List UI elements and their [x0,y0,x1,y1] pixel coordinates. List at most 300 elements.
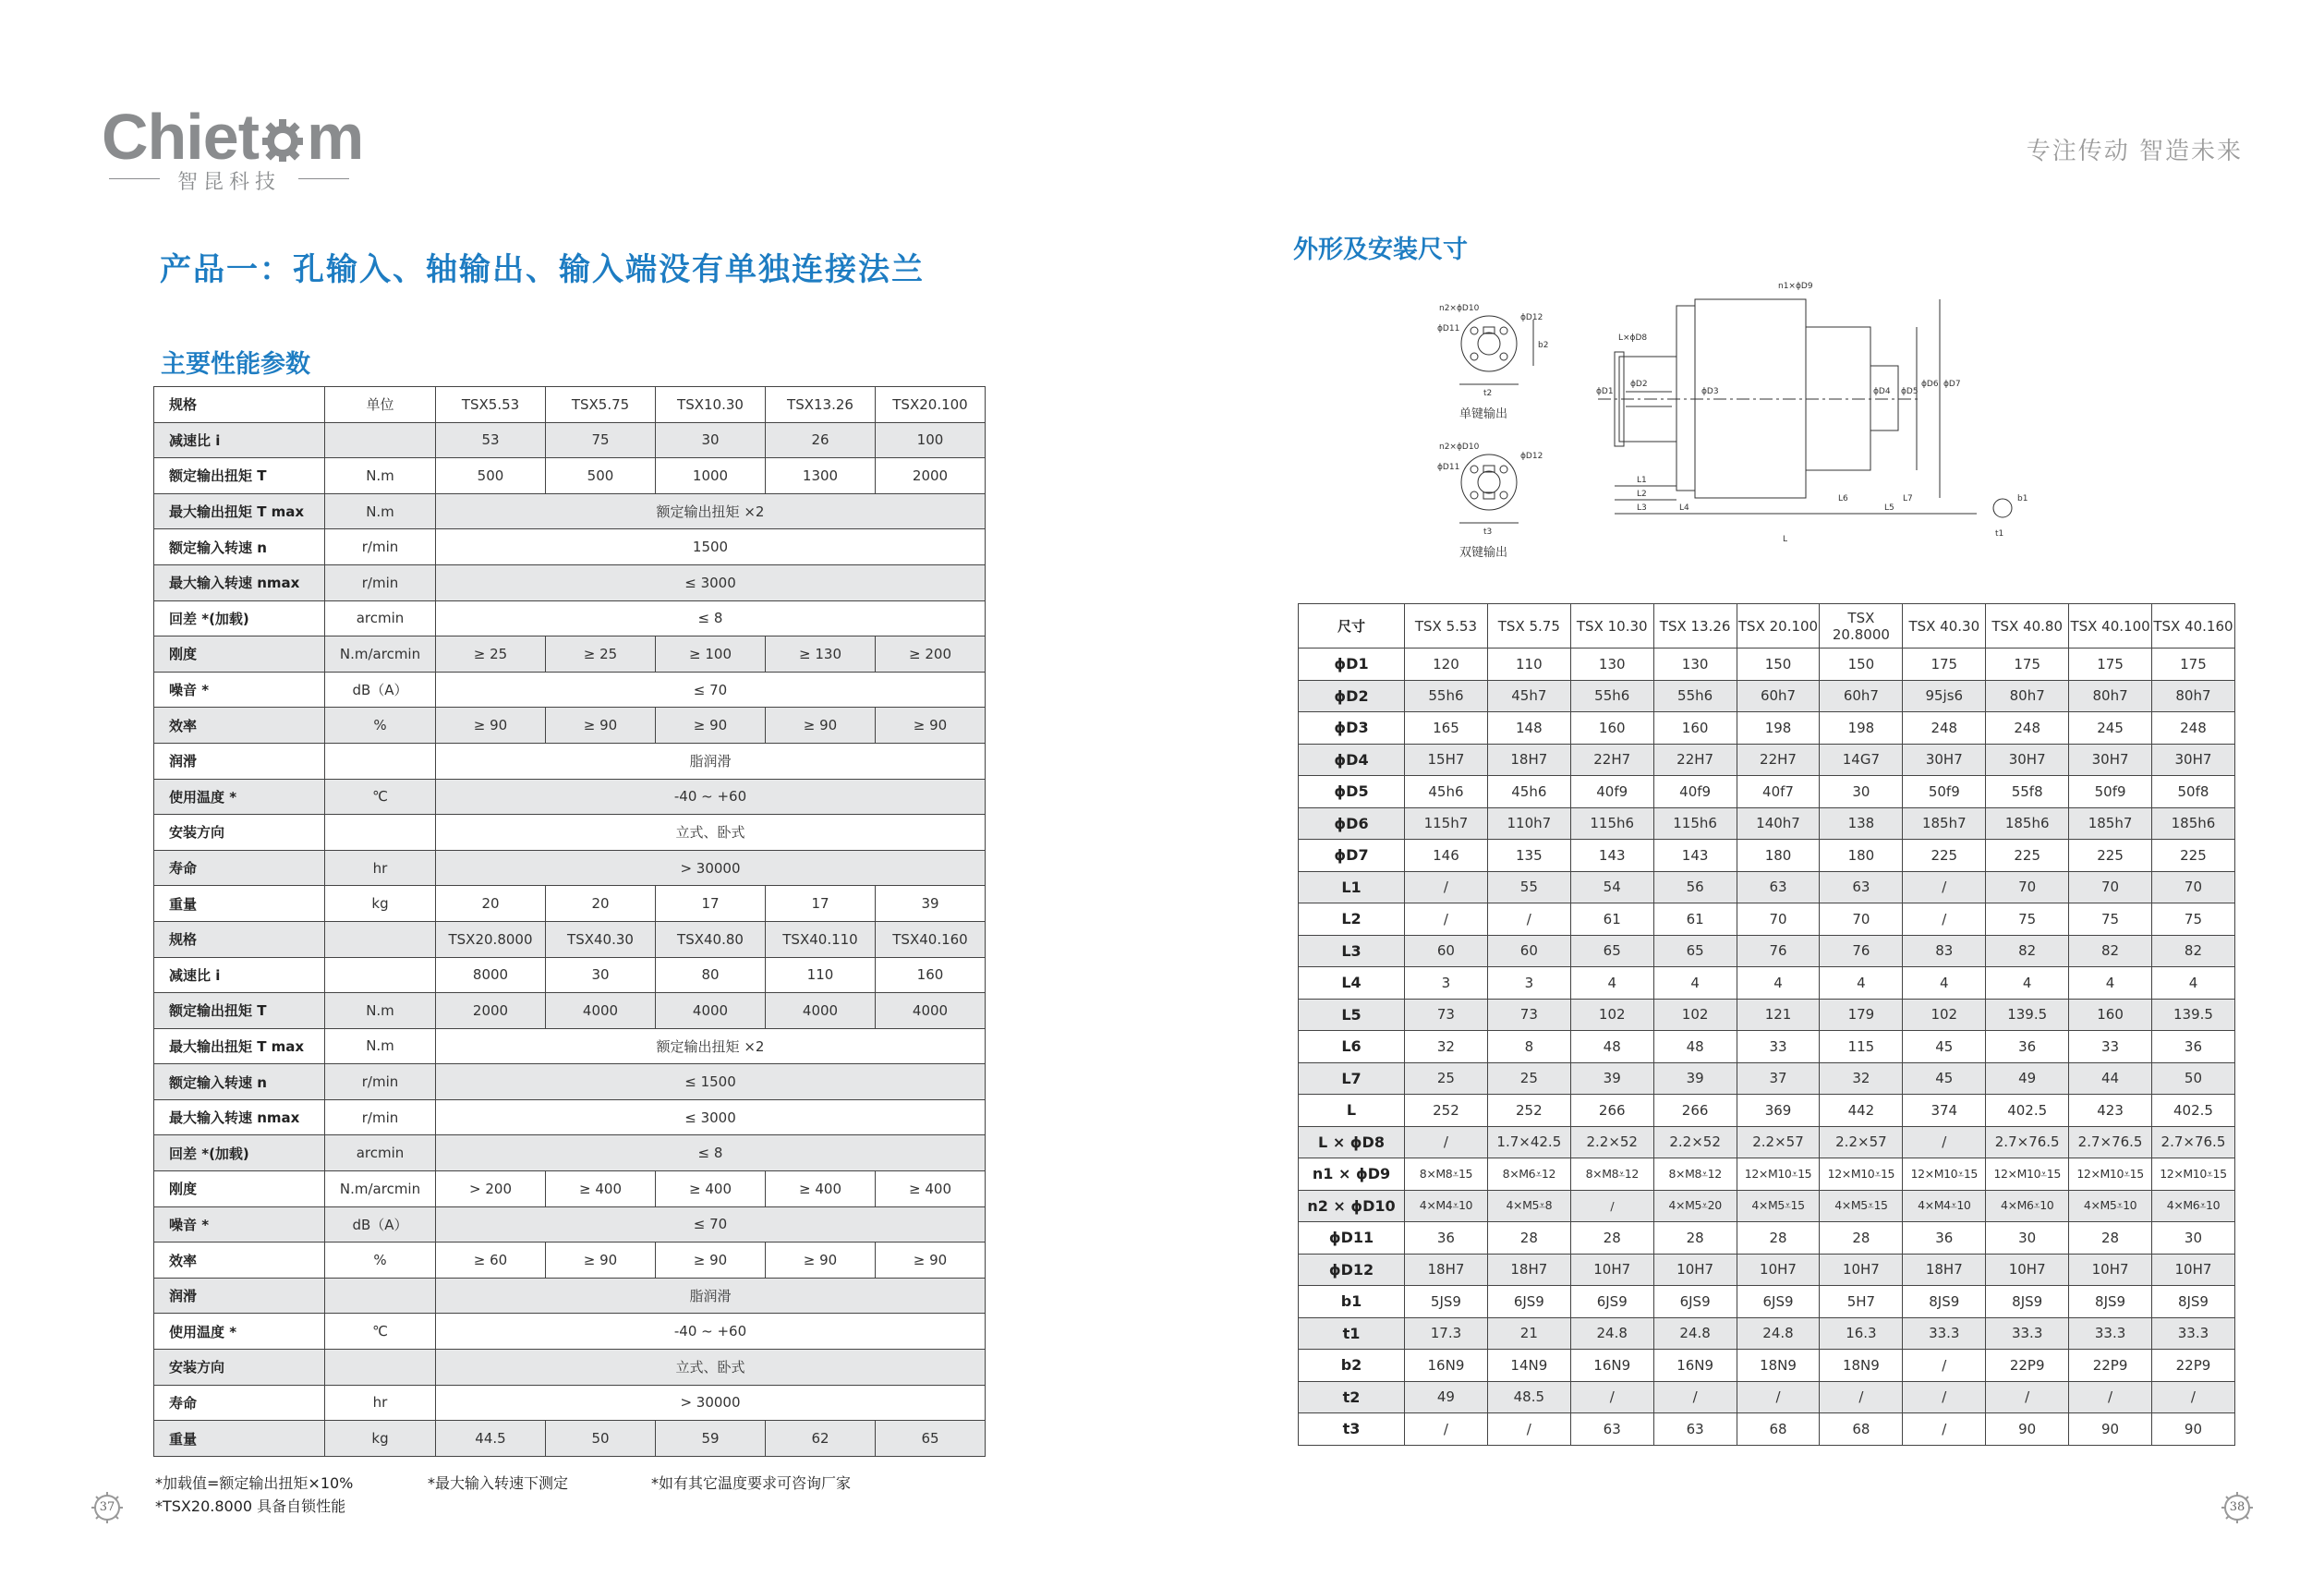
section-heading-performance: 主要性能参数 [161,350,310,379]
value-cell: 185h6 [1986,807,2069,840]
label-lxd8: L×ϕD8 [1618,333,1648,343]
value-cell: 75 [1986,903,2069,936]
label-d1: ϕD1 [1596,387,1614,396]
table-row [1299,903,2235,936]
value-cell: 442 [1820,1095,1903,1127]
row-unit: kg [325,886,436,922]
value-cell: 48 [1570,1031,1653,1063]
value-cell: ≥ 90 [546,708,656,744]
model-header: TSX 20.100 [1737,604,1820,649]
row-label: 使用温度 * [154,1314,325,1350]
value-cell: 32 [1820,1062,1903,1095]
merged-value-cell: ≤ 70 [436,672,986,708]
value-cell: / [1405,1413,1488,1446]
value-cell: ≥ 400 [766,1171,876,1207]
label-l5: L5 [1884,503,1894,513]
merged-value-cell: 1500 [436,529,986,565]
value-cell: ≥ 100 [656,636,766,673]
value-cell: 5JS9 [1405,1286,1488,1318]
row-label: n1 × ϕD9 [1299,1158,1405,1191]
value-cell: 8×M8⩡12 [1653,1158,1737,1191]
row-unit: r/min [325,529,436,565]
value-cell: 22P9 [2069,1350,2152,1382]
value-cell: 110h7 [1487,807,1570,840]
value-cell: 2.7×76.5 [2152,1126,2235,1158]
row-label: b1 [1299,1286,1405,1318]
value-cell: 139.5 [2152,999,2235,1031]
footnote-1: *加载值=额定输出扭矩×10% [155,1474,354,1492]
row-label: 刚度 [154,636,325,673]
value-cell: 60 [1405,935,1488,967]
row-unit: ℃ [325,779,436,815]
row-label: 重量 [154,1421,325,1457]
value-cell: TSX5.75 [546,387,656,423]
value-cell: 22H7 [1570,744,1653,776]
value-cell: ≥ 60 [436,1243,546,1279]
table-row [1299,1254,2235,1286]
merged-value-cell: 立式、卧式 [436,1350,986,1386]
value-cell: 55h6 [1570,680,1653,712]
value-cell: 140h7 [1737,807,1820,840]
value-cell: 22H7 [1653,744,1737,776]
value-cell: 135 [1487,840,1570,872]
value-cell: / [1986,1381,2069,1413]
value-cell: 8JS9 [2069,1286,2152,1318]
row-label: 回差 *(加载) [154,600,325,636]
value-cell: 6JS9 [1737,1286,1820,1318]
value-cell: 4×M5⩡15 [1820,1190,1903,1222]
value-cell: 4×M4⩡10 [1903,1190,1986,1222]
label-n2d10-2: n2×ϕD10 [1439,442,1480,452]
value-cell: 49 [1986,1062,2069,1095]
value-cell: 4000 [876,993,986,1029]
value-cell: 39 [1570,1062,1653,1095]
value-cell: 266 [1653,1095,1737,1127]
row-label: 安装方向 [154,815,325,851]
label-d5: ϕD5 [1901,387,1919,396]
row-label: 效率 [154,1243,325,1279]
value-cell: 24.8 [1570,1317,1653,1350]
value-cell: 121 [1737,999,1820,1031]
row-unit: 单位 [325,387,436,423]
merged-value-cell: ≤ 70 [436,1206,986,1243]
value-cell: 18H7 [1405,1254,1488,1286]
page-title: 产品一：孔输入、轴输出、输入端没有单独连接法兰 [160,251,925,288]
value-cell: 175 [2152,649,2235,681]
value-cell: 6JS9 [1570,1286,1653,1318]
value-cell: ≥ 400 [876,1171,986,1207]
table-row [154,493,986,529]
value-cell: 32 [1405,1031,1488,1063]
value-cell: TSX13.26 [766,387,876,423]
value-cell: 165 [1405,712,1488,745]
value-cell: 2.7×76.5 [2069,1126,2152,1158]
value-cell: 45 [1903,1031,1986,1063]
label-d11-2: ϕD11 [1437,463,1460,472]
value-cell: 102 [1653,999,1737,1031]
value-cell: 10H7 [2069,1254,2152,1286]
value-cell: ≥ 25 [546,636,656,673]
value-cell: 76 [1820,935,1903,967]
value-cell: 22H7 [1737,744,1820,776]
value-cell: 423 [2069,1095,2152,1127]
value-cell: 76 [1737,935,1820,967]
logo-subtitle: 智昆科技 [109,166,349,190]
value-cell: 160 [876,957,986,993]
row-label: 最大输出扭矩 T max [154,493,325,529]
value-cell: 180 [1820,840,1903,872]
value-cell: 12×M10⩡15 [1820,1158,1903,1191]
value-cell: 10H7 [1820,1254,1903,1286]
table-row [154,1135,986,1171]
value-cell: 30 [2152,1222,2235,1255]
row-unit: N.m/arcmin [325,1171,436,1207]
value-cell: 4000 [546,993,656,1029]
table-row [154,600,986,636]
merged-value-cell: 额定输出扭矩 ×2 [436,1028,986,1064]
value-cell: 2.2×57 [1820,1126,1903,1158]
table-row [154,564,986,600]
table-row [154,1099,986,1135]
row-unit: r/min [325,1099,436,1135]
label-l4: L4 [1679,503,1689,513]
value-cell: 30H7 [1986,744,2069,776]
value-cell: 2000 [876,458,986,494]
table-row [154,1206,986,1243]
value-cell: 21 [1487,1317,1570,1350]
value-cell: 500 [546,458,656,494]
value-cell: TSX40.160 [876,921,986,957]
value-cell: 30 [656,422,766,458]
table-row [154,815,986,851]
value-cell: 55 [1487,871,1570,903]
row-unit: ℃ [325,1314,436,1350]
row-unit [325,1350,436,1386]
value-cell: 60h7 [1820,680,1903,712]
merged-value-cell: ≤ 1500 [436,1064,986,1100]
value-cell: 100 [876,422,986,458]
value-cell: 4 [1903,967,1986,1000]
table-row [1299,1126,2235,1158]
model-header: TSX 13.26 [1653,604,1737,649]
value-cell: 30 [1986,1222,2069,1255]
value-cell: TSX40.110 [766,921,876,957]
value-cell: 10H7 [1737,1254,1820,1286]
table-header-row [1299,604,2235,649]
value-cell: TSX40.80 [656,921,766,957]
value-cell: 4×M5⩡10 [2069,1190,2152,1222]
value-cell: TSX5.53 [436,387,546,423]
value-cell: 198 [1737,712,1820,745]
row-label: n2 × ϕD10 [1299,1190,1405,1222]
table-row [154,708,986,744]
table-row [154,1028,986,1064]
value-cell: 102 [1903,999,1986,1031]
value-cell: 50f8 [2152,776,2235,808]
value-cell: 30 [546,957,656,993]
company-logo [102,100,364,194]
table-row [1299,1350,2235,1382]
label-d12-2: ϕD12 [1520,452,1543,461]
value-cell: 75 [2152,903,2235,936]
value-cell: 25 [1405,1062,1488,1095]
value-cell: 16N9 [1653,1350,1737,1382]
model-header: TSX 10.30 [1570,604,1653,649]
row-unit: N.m [325,458,436,494]
value-cell: / [1487,1413,1570,1446]
value-cell: 40f7 [1737,776,1820,808]
value-cell: 185h6 [2152,807,2235,840]
label-b1: b1 [2017,494,2028,503]
value-cell: 63 [1570,1413,1653,1446]
value-cell: / [2152,1381,2235,1413]
value-cell: 252 [1487,1095,1570,1127]
value-cell: 248 [2152,712,2235,745]
value-cell: 60 [1487,935,1570,967]
model-header: TSX 40.80 [1986,604,2069,649]
label-t3: t3 [1483,527,1493,537]
table-row [154,458,986,494]
model-header: TSX 40.160 [2152,604,2235,649]
label-d12: ϕD12 [1520,313,1543,322]
value-cell: TSX10.30 [656,387,766,423]
value-cell: / [1737,1381,1820,1413]
value-cell: 18N9 [1737,1350,1820,1382]
table-row [154,886,986,922]
value-cell: 6JS9 [1653,1286,1737,1318]
row-label: L3 [1299,935,1405,967]
label-d2: ϕD2 [1630,380,1648,389]
value-cell: 3 [1405,967,1488,1000]
value-cell: 28 [1487,1222,1570,1255]
value-cell: 180 [1737,840,1820,872]
value-cell: 4000 [656,993,766,1029]
value-cell: 179 [1820,999,1903,1031]
value-cell: 402.5 [2152,1095,2235,1127]
label-t2: t2 [1483,389,1493,398]
table-row [154,672,986,708]
value-cell: 30H7 [2069,744,2152,776]
row-label: 最大输入转速 nmax [154,1099,325,1135]
row-unit: arcmin [325,600,436,636]
value-cell: 8×M8⩡12 [1570,1158,1653,1191]
single-key-end-view [1437,304,1548,421]
value-cell: 110 [1487,649,1570,681]
value-cell: 55h6 [1653,680,1737,712]
value-cell: 18H7 [1487,744,1570,776]
row-label: L2 [1299,903,1405,936]
value-cell: / [1653,1381,1737,1413]
double-key-end-view [1437,442,1543,560]
value-cell: 175 [1903,649,1986,681]
table-row [154,636,986,673]
value-cell: 22P9 [1986,1350,2069,1382]
table-row [154,957,986,993]
row-unit [325,422,436,458]
row-label: 润滑 [154,743,325,779]
performance-table-body [154,387,986,1457]
value-cell: 110 [766,957,876,993]
row-unit [325,957,436,993]
row-unit: dB（A） [325,672,436,708]
value-cell: 150 [1737,649,1820,681]
value-cell: 402.5 [1986,1095,2069,1127]
value-cell: 65 [876,1421,986,1457]
value-cell: / [1820,1381,1903,1413]
row-label: 额定输出扭矩 T [154,993,325,1029]
logo-wordmark [102,100,363,174]
footnote-2: *最大输入转速下测定 [428,1474,569,1492]
table-row [154,1350,986,1386]
table-row [1299,871,2235,903]
value-cell: 2.7×76.5 [1986,1126,2069,1158]
value-cell: 248 [1986,712,2069,745]
value-cell: / [2069,1381,2152,1413]
table-row [1299,649,2235,681]
value-cell: 374 [1903,1095,1986,1127]
value-cell: 70 [1820,903,1903,936]
value-cell: 160 [1570,712,1653,745]
value-cell: / [1405,903,1488,936]
value-cell: 120 [1405,649,1488,681]
value-cell: 4 [1986,967,2069,1000]
row-label: 额定输入转速 n [154,529,325,565]
value-cell: 50f9 [1903,776,1986,808]
row-label: 重量 [154,886,325,922]
table-row [1299,967,2235,1000]
logo-text-left: Chiet [102,101,259,173]
model-header: TSX 5.75 [1487,604,1570,649]
value-cell: 4000 [766,993,876,1029]
table-row [1299,1031,2235,1063]
merged-value-cell: -40 ~ +60 [436,1314,986,1350]
value-cell: 33 [1737,1031,1820,1063]
row-label: 规格 [154,921,325,957]
value-cell: 12×M10⩡15 [2152,1158,2235,1191]
value-cell: 82 [2152,935,2235,967]
value-cell: 6JS9 [1487,1286,1570,1318]
row-unit [325,743,436,779]
dimension-table [1298,603,2235,1446]
value-cell: 4 [1737,967,1820,1000]
value-cell: 45 [1903,1062,1986,1095]
model-header: TSX 40.100 [2069,604,2152,649]
value-cell: 225 [2069,840,2152,872]
table-row [154,921,986,957]
row-label: 刚度 [154,1171,325,1207]
value-cell: 54 [1570,871,1653,903]
footnotes [155,1472,852,1518]
merged-value-cell: > 30000 [436,1385,986,1421]
label-b2: b2 [1538,341,1549,350]
label-n1d9: n1×ϕD9 [1778,282,1813,291]
value-cell: 2.2×52 [1653,1126,1737,1158]
value-cell: ≥ 90 [876,1243,986,1279]
row-label: t1 [1299,1317,1405,1350]
merged-value-cell: -40 ~ +60 [436,779,986,815]
table-row [1299,1317,2235,1350]
merged-value-cell: ≤ 8 [436,1135,986,1171]
label-l2: L2 [1637,490,1647,499]
table-row [154,993,986,1029]
value-cell: 138 [1820,807,1903,840]
value-cell: 12×M10⩡15 [1737,1158,1820,1191]
row-unit: hr [325,850,436,886]
gearbox-side-view [1596,282,2027,544]
value-cell: 1.7×42.5 [1487,1126,1570,1158]
row-unit: N.m [325,993,436,1029]
value-cell: 90 [2152,1413,2235,1446]
label-t1: t1 [1995,529,2004,539]
row-label: t3 [1299,1413,1405,1446]
outline-drawing [1404,273,2088,560]
row-label: ϕD12 [1299,1254,1405,1286]
label-d11: ϕD11 [1437,324,1460,333]
value-cell: 1300 [766,458,876,494]
value-cell: 10H7 [1986,1254,2069,1286]
row-label: L6 [1299,1031,1405,1063]
value-cell: 143 [1570,840,1653,872]
performance-table [153,386,986,1457]
value-cell: ≥ 400 [656,1171,766,1207]
value-cell: 4 [1570,967,1653,1000]
value-cell: 252 [1405,1095,1488,1127]
table-row [154,1421,986,1457]
label-l1: L1 [1637,476,1647,485]
value-cell: 63 [1653,1413,1737,1446]
value-cell: 55h6 [1405,680,1488,712]
value-cell: 50f9 [2069,776,2152,808]
label-d6: ϕD6 [1921,380,1939,389]
table-row [1299,1381,2235,1413]
value-cell: 8000 [436,957,546,993]
value-cell: 130 [1653,649,1737,681]
value-cell: 48.5 [1487,1381,1570,1413]
row-label: ϕD1 [1299,649,1405,681]
label-l3: L3 [1637,503,1647,513]
value-cell: 12×M10⩡15 [2069,1158,2152,1191]
value-cell: > 200 [436,1171,546,1207]
value-cell: 36 [1405,1222,1488,1255]
table-row [1299,807,2235,840]
value-cell: 75 [546,422,656,458]
value-cell: 70 [1737,903,1820,936]
value-cell: ≥ 130 [766,636,876,673]
value-cell: 37 [1737,1062,1820,1095]
value-cell: 4 [2152,967,2235,1000]
value-cell: 36 [1986,1031,2069,1063]
value-cell: 4 [2069,967,2152,1000]
row-label: 噪音 * [154,1206,325,1243]
row-label: 额定输出扭矩 T [154,458,325,494]
row-label: 寿命 [154,1385,325,1421]
row-label: ϕD7 [1299,840,1405,872]
value-cell: 17.3 [1405,1317,1488,1350]
row-label: ϕD11 [1299,1222,1405,1255]
value-cell: 115h7 [1405,807,1488,840]
label-d3: ϕD3 [1701,387,1719,396]
value-cell: 500 [436,458,546,494]
value-cell: 30H7 [1903,744,1986,776]
value-cell: 130 [1570,649,1653,681]
table-row [1299,840,2235,872]
value-cell: 102 [1570,999,1653,1031]
value-cell: 33 [2069,1031,2152,1063]
row-label: ϕD5 [1299,776,1405,808]
value-cell: 50 [546,1421,656,1457]
label-l6: L6 [1838,494,1848,503]
row-unit: hr [325,1385,436,1421]
